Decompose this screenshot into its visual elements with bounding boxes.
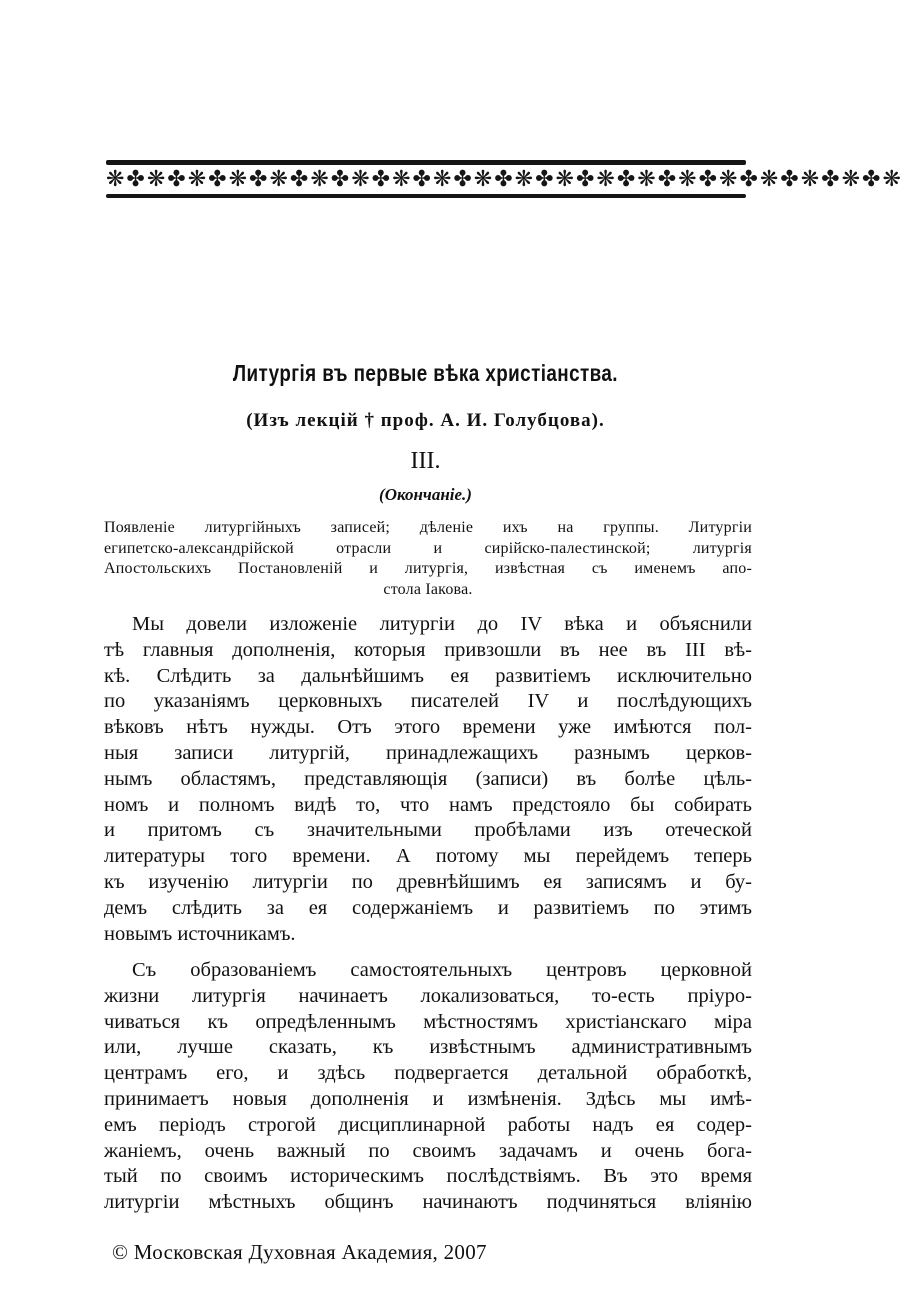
- text-line: тѣ главныя дополненія, которыя привзошли въ нее въ III вѣ-: [104, 638, 752, 661]
- summary-line: стола Іакова.: [383, 580, 473, 598]
- text-line: центрамъ его, и здѣсь подвергается детальной обработкѣ,: [104, 1062, 752, 1085]
- text-line: нымъ областямъ, представляющія (записи) въ болѣе цѣль-: [104, 767, 752, 790]
- article-subtitle: (Изъ лекцій † проф. А. И. Голубцова).: [246, 410, 605, 431]
- part-ending-label: (Окончаніе.): [379, 485, 472, 504]
- summary-line: Появленіе литургійныхъ записей; дѣленіе ихъ на группы. Литургіи: [104, 519, 752, 536]
- text-line: жизни литургія начинаетъ локализоваться, то-есть пріуро-: [104, 984, 752, 1007]
- ornament-top-band: [106, 160, 746, 165]
- chapter-summary: [104, 518, 752, 600]
- paragraph-2: [104, 958, 752, 1216]
- text-line: номъ и полномъ видѣ то, что намъ предстояло бы собирать: [104, 793, 752, 816]
- text-line: ныя записи литургій, принадлежащихъ разнымъ церков-: [104, 741, 752, 764]
- text-line: чиваться къ опредѣленнымъ мѣстностямъ христіанскаго міра: [104, 1010, 752, 1033]
- text-line: кѣ. Слѣдить за дальнѣйшимъ ея развитіемъ исключительно: [104, 664, 752, 687]
- text-line: по указаніямъ церковныхъ писателей IV и послѣдующихъ: [104, 690, 752, 713]
- text-line: емъ періодъ строгой дисциплинарной работы надъ ея содер-: [104, 1113, 752, 1136]
- text-line: Мы довели изложеніе литургіи до IV вѣка и объяснили: [132, 613, 752, 635]
- text-line: жаніемъ, очень важный по своимъ задачамъ и очень бога-: [104, 1139, 752, 1162]
- summary-line: Апостольскихъ Постановленій и литургія, извѣстная съ именемъ апо-: [104, 560, 752, 577]
- part-number: III.: [410, 448, 441, 474]
- text-line: демъ слѣдить за ея содержаніемъ и развитіемъ по этимъ: [104, 896, 752, 919]
- article-title: Литургія въ первые вѣка христіанства.: [232, 360, 618, 386]
- text-line: принимаетъ новыя дополненія и измѣненія. Здѣсь мы имѣ-: [104, 1087, 752, 1110]
- ornament-motif-row: ❋✤❋✤❋✤❋✤❋✤❋✤❋✤❋✤❋✤❋✤❋✤❋✤❋✤❋✤❋✤❋✤❋✤❋✤❋✤❋: [106, 167, 903, 192]
- text-line: тый по своимъ историческимъ послѣдствіямъ. Въ это время: [104, 1165, 752, 1188]
- decorative-header-ornament: [106, 160, 903, 200]
- text-line: или, лучше сказать, къ извѣстнымъ административнымъ: [104, 1036, 752, 1059]
- copyright-notice: © Московская Духовная Академия, 2007: [112, 1240, 487, 1264]
- text-line: и притомъ съ значительными пробѣлами изъ отеческой: [104, 819, 752, 842]
- ornament-bottom-band: [106, 194, 746, 198]
- text-line: Съ образованіемъ самостоятельныхъ центровъ церковной: [132, 959, 752, 981]
- summary-line: египетско-александрійской отрасли и сирійско-палестинской; литургія: [104, 539, 752, 557]
- text-line: литургіи мѣстныхъ общинъ начинаютъ подчиняться вліянію: [104, 1191, 752, 1214]
- text-line: литературы того времени. А потому мы перейдемъ теперь: [104, 845, 752, 868]
- paragraph-1: [104, 612, 752, 947]
- text-line: къ изученію литургіи по древнѣйшимъ ея записямъ и бу-: [104, 870, 752, 893]
- text-line: новымъ источникамъ.: [104, 922, 296, 945]
- text-line: вѣковъ нѣтъ нужды. Отъ этого времени уже имѣются пол-: [104, 716, 752, 739]
